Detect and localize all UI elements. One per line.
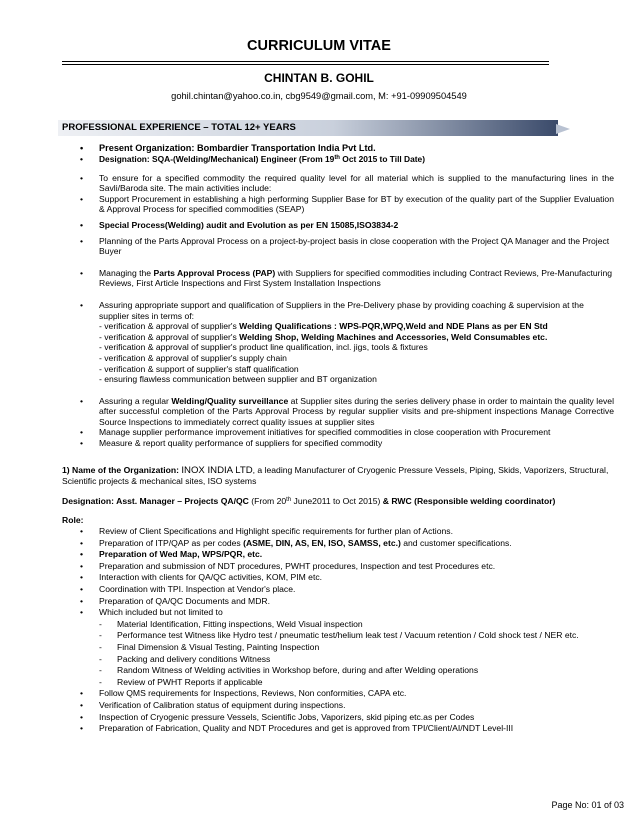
list-item: • Preparation of ITP/QAP as per codes (ASME, DIN, AS, EN, ISO, SAMSS, etc.) and customer specifications. (62, 538, 614, 550)
assuring-support-item: • Assuring appropriate support and qualification of Suppliers in the Pre-Delivery phase by providing coaching & supervision at the supplier sites in terms of: - verification & approval of supplier's Welding Qualifications : WPS-PQR,WPQ,Weld and NDE Plans as per EN Std - verification & approval of supplier's Welding Shop, Welding Machines and Accessories, Weld Consumables etc. - verification & approval of supplier's product line qualification, incl. jigs, tools & fixtures - verification & approval of supplier's supply chain - verification & support of supplier's staff qualification - ensuring flawless communication between supplier and BT organization (62, 300, 614, 385)
section-title: PROFESSIONAL EXPERIENCE – TOTAL 12+ YEARS (62, 122, 296, 133)
candidate-name: CHINTAN B. GOHIL (264, 71, 374, 85)
sub-item-list (62, 619, 614, 689)
sub-item: - Random Witness of Welding activities in Workshop before, during and after Welding operations (62, 665, 614, 677)
section-header-arrow (556, 124, 570, 134)
list-item: • Preparation of QA/QC Documents and MDR. (62, 596, 614, 608)
experience-content (62, 142, 614, 735)
list-item: • Preparation of Wed Map, WPS/PQR, etc. (62, 549, 614, 561)
role-list-continued (62, 688, 614, 734)
role-label: Role: (62, 515, 84, 526)
verification-line: - verification & approval of supplier's Welding Qualifications : WPS-PQR,WPQ,Weld and NDE Plans as per EN Std (99, 321, 548, 332)
sub-item: - Packing and delivery conditions Witness (62, 654, 614, 666)
verification-line: - verification & approval of supplier's supply chain (99, 352, 287, 363)
list-item: • Preparation and submission of NDT procedures, PWHT procedures, Inspection and test Procedures etc. (62, 561, 614, 573)
list-item: • Inspection of Cryogenic pressure Vessels, Scientific Jobs, Vaporizers, skid piping etc.as per Codes (62, 712, 614, 724)
document-title: CURRICULUM VITAE (247, 38, 391, 54)
planning-item: • Planning of the Parts Approval Process on a project-by-project basis in close cooperation with the Project QA Manager and the Project Buyer (62, 236, 614, 257)
verification-line: - verification & support of supplier's staff qualification (99, 363, 299, 374)
list-item: • Preparation of Fabrication, Quality and NDT Procedures and get is approved from TPI/Client/AI/NDT Level-III (62, 723, 614, 735)
verification-line: - verification & approval of supplier's Welding Shop, Welding Machines and Accessories, Weld Consumables etc. (99, 331, 548, 342)
role-list (62, 526, 614, 619)
list-item: • Interaction with clients for QA/QC activities, KOM, PIM etc. (62, 572, 614, 584)
previous-organization: 1) Name of the Organization: INOX INDIA LTD, a leading Manufacturer of Cryogenic Pressure Vessels, Piping, Skids, Vaporizers, Structural, Scientific projects & mechanical sites, ISO systems (62, 464, 609, 487)
manage-item: • Manage supplier performance improvement initiatives for specified commodities in close cooperation with Procurement (62, 427, 614, 438)
surveillance-item: • Assuring a regular Welding/Quality surveillance at Supplier sites during the series delivery phase in order to maintain the quality level after successful completion of the Parts Approval Process by regular supplier visits and pre-shipment inspections Manage Corrective Source Inspections to immediately correct quality issues at supplier sites (62, 396, 614, 428)
title-rule-bottom (62, 64, 549, 65)
title-rule-top (62, 61, 549, 62)
sub-item: - Performance test Witness like Hydro test / pneumatic test/helium leak test / Vacuum retention / Cold shock test / NER etc. (62, 630, 614, 642)
sub-item: - Final Dimension & Visual Testing, Painting Inspection (62, 642, 614, 654)
list-item: • Follow QMS requirements for Inspections, Reviews, Non conformities, CAPA etc. (62, 688, 614, 700)
sub-item: - Review of PWHT Reports if applicable (62, 677, 614, 689)
list-item: • To ensure for a specified commodity the required quality level for all material which is supplied to the manufacturing lines in the Savli/Baroda site. The main activities include: (62, 173, 614, 194)
list-item: • Support Procurement in establishing a high performing Supplier Base for BT by execution of the quality part of the Supplier Evaluation & Approval Process for specified commodities (SEAP) (62, 194, 614, 215)
verification-line: - verification & approval of supplier's product line qualification, incl. jigs, tools & fixtures (99, 342, 428, 353)
list-item: • Review of Client Specifications and Highlight specific requirements for further plan of Actions. (62, 526, 614, 538)
pap-item: • Managing the Parts Approval Process (PAP) with Suppliers for specified commodities including Contract Reviews, Pre-Manufacturing Reviews, First Article Inspections and First System Installation Inspections (62, 268, 614, 289)
current-duties-list (62, 173, 614, 215)
page-number: Page No: 01 of 03 (551, 800, 624, 810)
verification-line: - ensuring flawless communication between supplier and BT organization (99, 374, 377, 385)
sub-item: - Material Identification, Fitting inspections, Weld Visual inspection (62, 619, 614, 631)
list-item: • Which included but not limited to (62, 607, 614, 619)
special-process-item: • Special Process(Welding) audit and Evolution as per EN 15085,ISO3834-2 (62, 220, 614, 231)
contact-line: gohil.chintan@yahoo.co.in, cbg9549@gmail.com, M: +91-09909504549 (171, 91, 467, 101)
list-item: • Verification of Calibration status of equipment during inspections. (62, 700, 614, 712)
present-designation: • Designation: SQA-(Welding/Mechanical) Engineer (From 19th Oct 2015 to Till Date) (62, 154, 614, 165)
present-organization: • Present Organization: Bombardier Transportation India Pvt Ltd. (62, 142, 614, 154)
previous-designation: Designation: Asst. Manager – Projects QA/QC (From 20th June2011 to Oct 2015) & RWC (Responsible welding coordinator) (62, 495, 556, 506)
measure-item: • Measure & report quality performance of suppliers for specified commodity (62, 438, 614, 449)
current-job-header-list (62, 142, 614, 165)
list-item: • Coordination with TPI. Inspection at Vendor's place. (62, 584, 614, 596)
